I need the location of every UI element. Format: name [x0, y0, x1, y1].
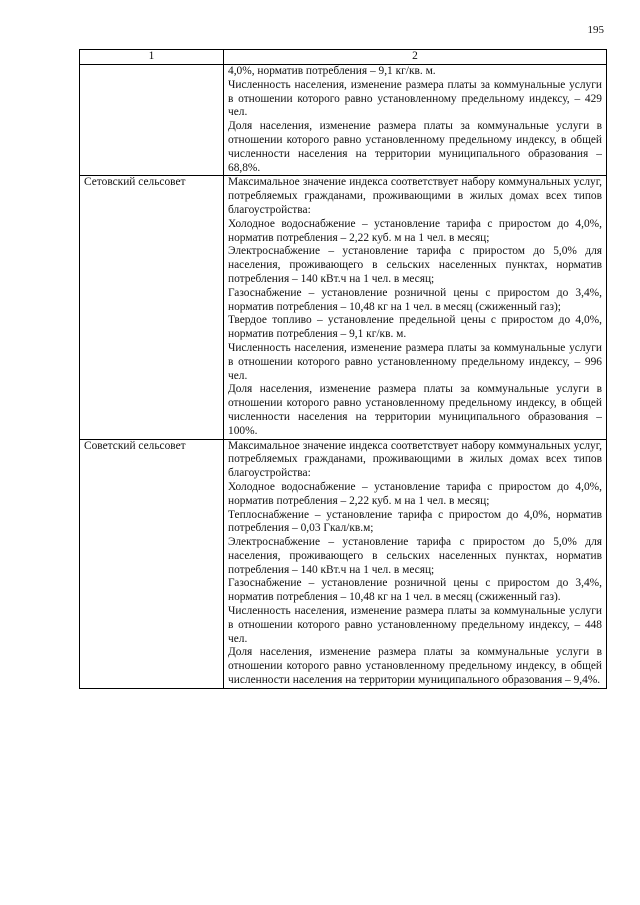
- paragraph: Твердое топливо – установление предельной цены с приростом до 4,0%, норматив потребления – 9,1 кг/кв. м.: [228, 314, 602, 341]
- page-number: 195: [587, 24, 604, 36]
- municipality-cell: [80, 65, 224, 176]
- municipality-cell: Сетовский сельсовет: [80, 176, 224, 439]
- paragraph: Доля населения, изменение размера платы за коммунальные услуги в отношении которого равно установленному предельному индексу, в общей численности населения на территории муниципального образования – 9,4%.: [228, 646, 602, 687]
- description-cell: [224, 439, 607, 688]
- table-header-row: [80, 50, 607, 65]
- description-cell: [224, 65, 607, 176]
- paragraph: Электроснабжение – установление тарифа с приростом до 5,0% для населения, проживающего в сельских населенных пунктах, норматив потребления – 140 кВт.ч на 1 чел. в месяц;: [228, 245, 602, 285]
- table-row: [80, 439, 607, 688]
- paragraph: Максимальное значение индекса соответствует набору коммунальных услуг, потребляемых гражданами, проживающими в жилых домах всех типов благоустройства:: [228, 439, 602, 480]
- paragraph: Газоснабжение – установление розничной цены с приростом до 3,4%, норматив потребления – 10,48 кг на 1 чел. в месяц (сжиженный газ).: [228, 577, 602, 604]
- description-cell: [224, 176, 607, 439]
- paragraph: Доля населения, изменение размера платы за коммунальные услуги в отношении которого равно установленному предельному индексу, в общей численности населения на территории муниципального образования – 68,8%.: [228, 120, 602, 174]
- paragraph: Численность населения, изменение размера платы за коммунальные услуги в отношении которого равно установленному предельному индексу, – 448 чел.: [228, 605, 602, 645]
- paragraph: Теплоснабжение – установление тарифа с приростом до 4,0%, норматив потребления – 0,03 Гкал/кв.м;: [228, 508, 602, 535]
- table-row: [80, 65, 607, 176]
- paragraph: Численность населения, изменение размера платы за коммунальные услуги в отношении которого равно установленному предельному индексу, – 429 чел.: [228, 78, 602, 119]
- municipality-cell: Советский сельсовет: [80, 439, 224, 688]
- index-table: [79, 49, 607, 689]
- paragraph: Электроснабжение – установление тарифа с приростом до 5,0% для населения, проживающего в сельских населенных пунктах, норматив потребления – 140 кВт.ч на 1 чел. в месяц;: [228, 536, 602, 576]
- column-header-2: 2: [224, 50, 607, 65]
- paragraph: Максимальное значение индекса соответствует набору коммунальных услуг, потребляемых гражданами, проживающими в жилых домах всех типов благоустройства:: [228, 176, 602, 216]
- paragraph: Доля населения, изменение размера платы за коммунальные услуги в отношении которого равно установленному предельному индексу, в общей численности населения на территории муниципального образования – 100%.: [228, 383, 602, 437]
- paragraph: Холодное водоснабжение – установление тарифа с приростом до 4,0%, норматив потребления – 2,22 куб. м на 1 чел. в месяц;: [228, 217, 602, 244]
- paragraph: Газоснабжение – установление розничной цены с приростом до 3,4%, норматив потребления – 10,48 кг на 1 чел. в месяц (сжиженный газ);: [228, 286, 602, 313]
- paragraph: Численность населения, изменение размера платы за коммунальные услуги в отношении которого равно установленному предельному индексу, – 996 чел.: [228, 341, 602, 382]
- table-row: [80, 176, 607, 439]
- paragraph: 4,0%, норматив потребления – 9,1 кг/кв. м.: [228, 65, 436, 77]
- paragraph: Холодное водоснабжение – установление тарифа с приростом до 4,0%, норматив потребления – 2,22 куб. м на 1 чел. в месяц;: [228, 480, 602, 507]
- column-header-1: 1: [80, 50, 224, 65]
